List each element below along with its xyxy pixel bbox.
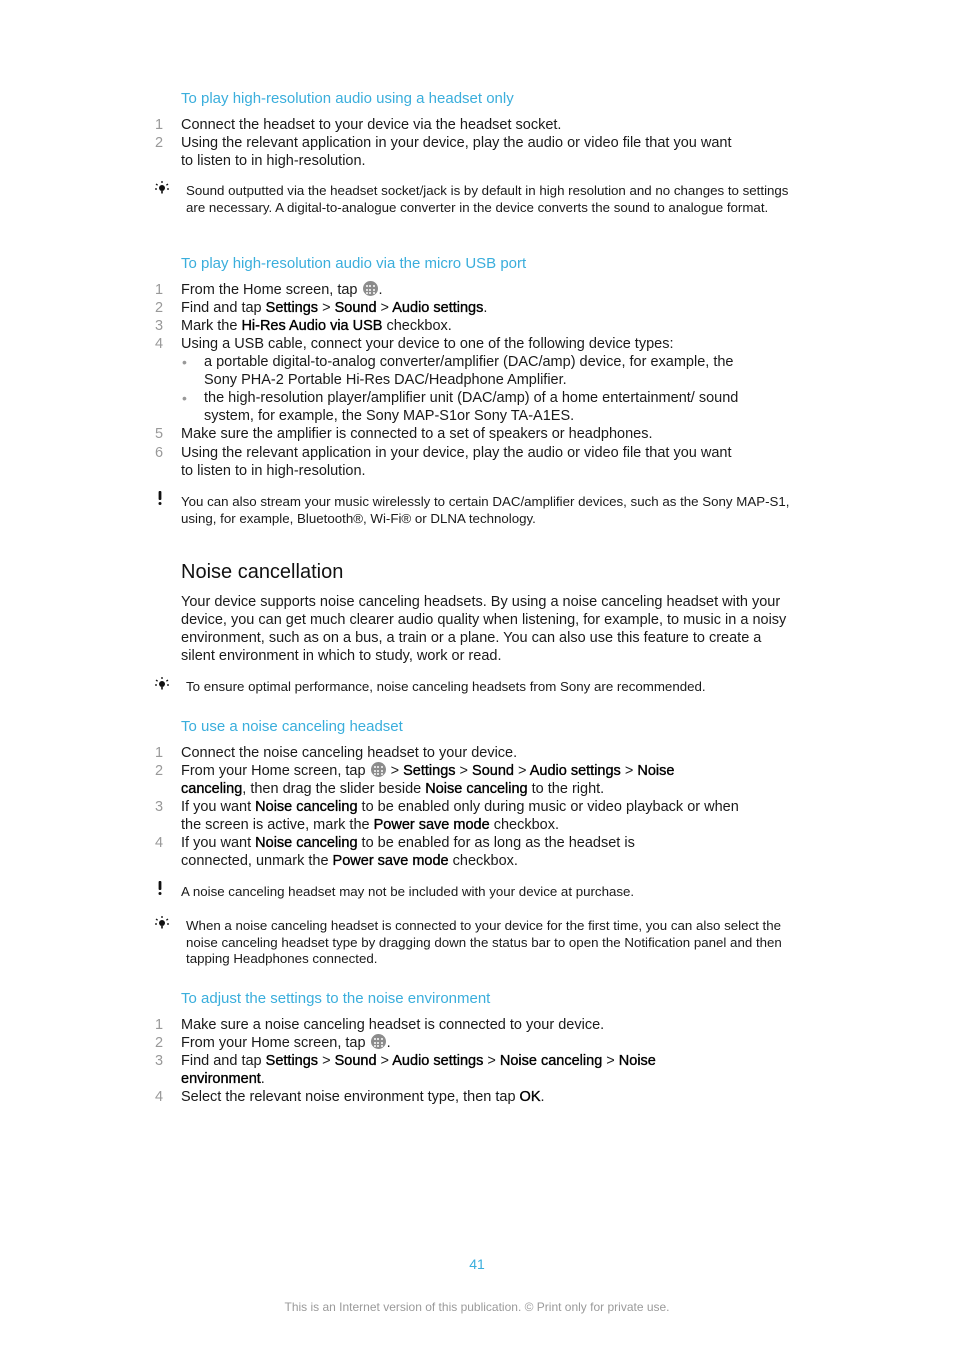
step-text: Find and tap Settings > Sound > Audio settings > Noise canceling > Noise environment.: [181, 1053, 656, 1087]
step-number: 5: [155, 426, 164, 442]
step-text: Find and tap Settings > Sound > Audio settings.: [181, 300, 488, 316]
step-number: 4: [155, 835, 164, 851]
step-number: 1: [155, 117, 164, 133]
ui-term: Power save mode: [373, 817, 490, 833]
step-number: 4: [155, 336, 164, 352]
bullet-text: the high-resolution player/amplifier unit (DAC/amp) of a home entertainment/ sound system, for example, the Sony MAP-S1or Sony TA-A1ES.: [204, 390, 739, 424]
step-text: Connect the headset to your device via the headset socket.: [181, 117, 562, 133]
step-text: Make sure a noise canceling headset is connected to your device.: [181, 1017, 605, 1033]
step-number: 3: [155, 799, 164, 815]
step-text: Using the relevant application in your device, play the audio or video file that you want to listen to in high-resolution.: [181, 135, 732, 169]
step-text: If you want Noise canceling to be enabled only during music or video playback or when the screen is active, mark the Power save mode checkbox.: [181, 799, 739, 833]
step-number: 1: [155, 745, 164, 761]
step-text: Mark the Hi-Res Audio via USB checkbox.: [181, 318, 452, 334]
ui-term: Power save mode: [332, 853, 449, 869]
ui-term: Noise environment: [181, 1053, 656, 1087]
lightbulb-icon: [154, 180, 170, 196]
exclamation-icon: [152, 490, 168, 506]
apps-grid-icon[interactable]: [363, 281, 378, 296]
bullet-icon: •: [182, 354, 187, 370]
ui-term: Noise canceling: [425, 781, 528, 797]
step-text: If you want Noise canceling to be enabled for as long as the headset is connected, unmark the Power save mode checkbox.: [181, 835, 635, 869]
bullet-text: a portable digital-to-analog converter/amplifier (DAC/amp) device, for example, the Sony PHA-2 Portable Hi-Res DAC/Headphone Amplifier.: [204, 354, 734, 388]
step-text: Connect the noise canceling headset to your device.: [181, 745, 518, 761]
body-paragraph: Your device supports noise canceling headsets. By using a noise canceling headset with your device, you can get much clearer audio quality when listening, for example, to music in a noisy environment, such as on a bus, a train or a plane. You can also use this feature to create a silent environment in which to study, work or read.: [181, 594, 787, 664]
ui-term: Sound: [334, 300, 377, 316]
step-number: 3: [155, 318, 164, 334]
procedure-heading: To use a noise canceling headset: [181, 718, 403, 735]
ui-term: Noise canceling: [255, 835, 358, 851]
step-number: 1: [155, 282, 164, 298]
ui-term: Sound: [472, 763, 514, 779]
procedure-heading: To play high-resolution audio via the micro USB port: [181, 255, 527, 272]
section-title: Noise cancellation: [181, 561, 344, 583]
step-text: From your Home screen, tap .: [181, 1035, 391, 1051]
exclamation-icon: [152, 880, 168, 896]
procedure-heading: To adjust the settings to the noise environment: [181, 990, 491, 1007]
ui-term: Settings: [403, 763, 456, 779]
lightbulb-icon: [154, 915, 170, 931]
ui-term: Audio settings: [392, 1053, 484, 1069]
page-number: 41: [469, 1256, 485, 1272]
step-number: 2: [155, 135, 164, 151]
step-number: 2: [155, 300, 164, 316]
step-text: Select the relevant noise environment type, then tap OK.: [181, 1089, 545, 1105]
note-text: You can also stream your music wirelessly to certain DAC/amplifier devices, such as the Sony MAP-S1, using, for example, Bluetooth®, Wi-Fi® or DLNA technology.: [181, 494, 790, 526]
step-text: Using a USB cable, connect your device to one of the following device types:: [181, 336, 674, 352]
tip-text: When a noise canceling headset is connected to your device for the first time, you can also select the noise canceling headset type by dragging down the status bar to open the Notification panel and then tapping Headphones connected.: [186, 918, 782, 967]
step-number: 3: [155, 1053, 164, 1069]
ui-term: Settings: [265, 300, 319, 316]
footer-note: This is an Internet version of this publication. © Print only for private use.: [284, 1300, 670, 1314]
step-text: Make sure the amplifier is connected to a set of speakers or headphones.: [181, 426, 653, 442]
apps-grid-icon[interactable]: [371, 762, 386, 777]
ui-term: Audio settings: [392, 300, 484, 316]
ui-term: Sound: [334, 1053, 377, 1069]
bullet-icon: •: [182, 390, 187, 406]
apps-grid-icon[interactable]: [371, 1034, 386, 1049]
ui-term: Noise canceling: [499, 1053, 603, 1069]
step-text: From your Home screen, tap > Settings > Sound > Audio settings > Noise canceling, then drag the slider beside Noise canceling to the right.: [181, 763, 675, 797]
ui-term: Noise canceling: [255, 799, 358, 815]
step-number: 4: [155, 1089, 164, 1105]
step-number: 6: [155, 445, 164, 461]
procedure-heading: To play high-resolution audio using a headset only: [181, 90, 514, 107]
ui-term: Audio settings: [529, 763, 621, 779]
tip-text: To ensure optimal performance, noise canceling headsets from Sony are recommended.: [186, 679, 706, 694]
step-text: Using the relevant application in your device, play the audio or video file that you want to listen to in high-resolution.: [181, 445, 732, 479]
ui-term: OK: [519, 1089, 541, 1105]
step-number: 2: [155, 1035, 164, 1051]
ui-term: Hi-Res Audio via USB: [241, 318, 383, 334]
step-number: 2: [155, 763, 164, 779]
ui-term: Noise canceling: [181, 763, 675, 797]
lightbulb-icon: [154, 676, 170, 692]
ui-term: Settings: [265, 1053, 319, 1069]
note-text: A noise canceling headset may not be included with your device at purchase.: [181, 884, 635, 899]
tip-text: Sound outputted via the headset socket/jack is by default in high resolution and no changes to settings are necessary. A digital-to-analogue converter in the device converts the sound to analogue format.: [186, 183, 789, 215]
step-text: From the Home screen, tap .: [181, 282, 383, 298]
step-number: 1: [155, 1017, 164, 1033]
